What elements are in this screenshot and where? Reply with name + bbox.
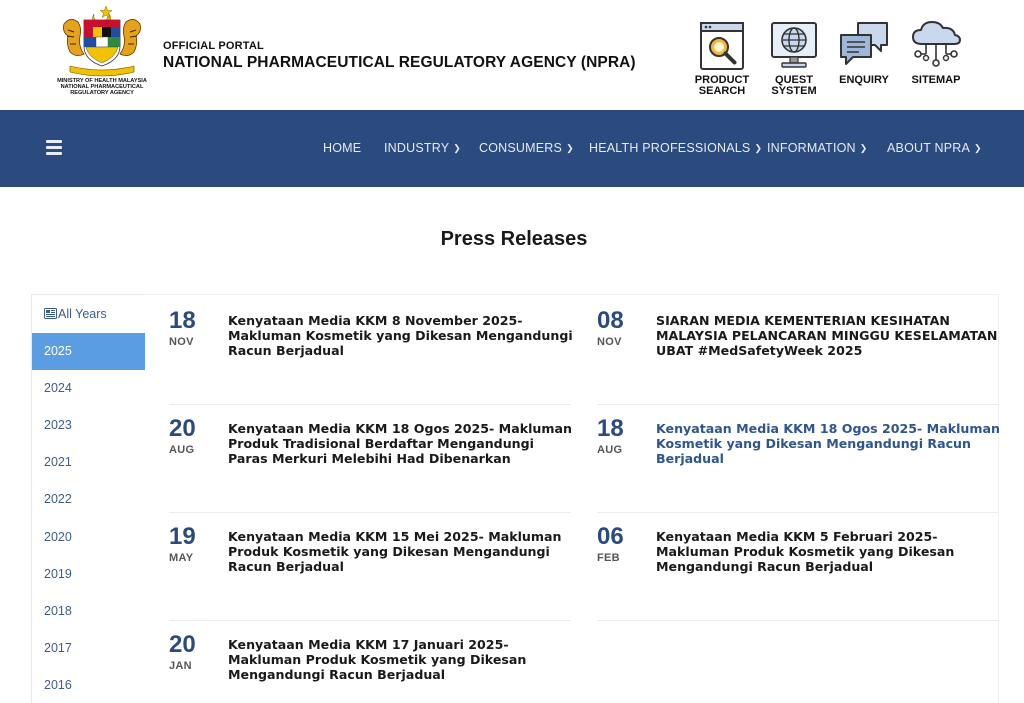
nav-health-professionals[interactable]	[589, 141, 762, 155]
page-title: Press Releases	[440, 228, 588, 250]
agency-name[interactable]: NATIONAL PHARMACEUTICAL REGULATORY AGENCY (NPRA)	[163, 54, 636, 71]
release-month: FEB	[597, 552, 620, 564]
release-title-link[interactable]: Kenyataan Media KKM 18 Ogos 2025- Makluman Produk Tradisional Berdaftar Mengandungi Paras Merkuri Melebihi Had Dibenarkan	[228, 421, 572, 466]
chevron-down-icon: ❯	[453, 143, 462, 153]
press-release-item[interactable]	[169, 297, 571, 405]
year-item[interactable]: 2017	[44, 641, 72, 655]
year-item[interactable]: 2025	[32, 333, 145, 370]
malaysia-coat-of-arms-logo[interactable]	[50, 4, 154, 104]
press-release-item[interactable]	[169, 405, 571, 513]
press-release-item[interactable]	[169, 621, 571, 703]
quest-system-label: QUEST SYSTEM	[771, 74, 817, 97]
nav-about-npra[interactable]	[887, 141, 982, 155]
nav-home[interactable]	[323, 141, 361, 155]
year-item[interactable]: 2019	[44, 567, 72, 581]
enquiry-label: ENQUIRY	[839, 74, 889, 86]
nav-information-label: INFORMATION	[767, 141, 856, 155]
chat-bubbles-icon	[838, 20, 890, 72]
site-header	[0, 0, 1024, 110]
chevron-down-icon: ❯	[859, 143, 868, 153]
release-month: NOV	[169, 336, 194, 348]
release-title-link[interactable]: Kenyataan Media KKM 18 Ogos 2025- Makluman Kosmetik yang Dikesan Mengandungi Racun Berjadual	[656, 421, 1000, 466]
nav-industry[interactable]	[384, 141, 461, 155]
press-release-item[interactable]	[597, 513, 999, 621]
year-item[interactable]: 2022	[44, 492, 72, 506]
year-item[interactable]: 2020	[44, 530, 72, 544]
nav-industry-label: INDUSTRY	[384, 141, 450, 155]
release-day: 08	[597, 307, 624, 334]
release-title-link[interactable]: Kenyataan Media KKM 5 Februari 2025- Makluman Produk Kosmetik yang Dikesan Mengandungi Racun Berjadual	[656, 529, 955, 574]
release-day: 20	[169, 631, 196, 658]
nav-consumers[interactable]	[479, 141, 574, 155]
release-month: AUG	[169, 444, 195, 456]
release-day: 20	[169, 415, 196, 442]
press-release-item[interactable]	[597, 297, 999, 405]
release-title-link[interactable]: Kenyataan Media KKM 15 Mei 2025- Makluman Produk Kosmetik yang Dikesan Mengandungi Racun Berjadual	[228, 529, 562, 574]
year-item[interactable]: 2016	[44, 678, 72, 692]
cloud-network-icon	[910, 20, 962, 72]
product-search-link[interactable]	[686, 20, 758, 97]
release-month: AUG	[597, 444, 623, 456]
newspaper-icon	[44, 308, 57, 319]
release-day: 18	[597, 415, 624, 442]
quest-system-link[interactable]	[758, 20, 830, 97]
release-title-link[interactable]: Kenyataan Media KKM 17 Januari 2025- Makluman Produk Kosmetik yang Dikesan Mengandungi Racun Berjadual	[228, 637, 527, 682]
coat-of-arms-icon	[56, 4, 148, 78]
nav-health-professionals-label: HEALTH PROFESSIONALS	[589, 141, 751, 155]
main-navbar	[0, 110, 1024, 187]
chevron-down-icon: ❯	[974, 143, 982, 153]
crest-caption: MINISTRY OF HEALTH MALAYSIA NATIONAL PHARMACEUTICAL REGULATORY AGENCY	[57, 78, 147, 97]
release-day: 19	[169, 523, 196, 550]
year-all-label: All Years	[58, 307, 107, 321]
divider	[597, 620, 999, 621]
portal-label: OFFICIAL PORTAL	[163, 40, 264, 52]
sitemap-label: SITEMAP	[911, 74, 961, 86]
release-title-link[interactable]: Kenyataan Media KKM 8 November 2025- Makluman Kosmetik yang Dikesan Mengandungi Racun Berjadual	[228, 313, 573, 358]
globe-icon	[769, 20, 819, 72]
year-all[interactable]	[32, 296, 145, 333]
chevron-down-icon: ❯	[754, 143, 763, 153]
product-search-icon	[697, 20, 747, 72]
hamburger-icon[interactable]	[46, 140, 62, 154]
release-title-link[interactable]: SIARAN MEDIA KEMENTERIAN KESIHATAN MALAYSIA PELANCARAN MINGGU KESELAMATAN UBAT #MedSafetyWeek 2025	[656, 313, 998, 358]
year-item[interactable]: 2021	[44, 455, 72, 469]
release-month: NOV	[597, 336, 622, 348]
press-release-item[interactable]	[169, 513, 571, 621]
enquiry-link[interactable]	[828, 20, 900, 86]
release-month: MAY	[169, 552, 194, 564]
year-item[interactable]: 2023	[44, 418, 72, 432]
chevron-down-icon: ❯	[566, 143, 574, 153]
release-day: 06	[597, 523, 624, 550]
year-item[interactable]: 2018	[44, 604, 72, 618]
nav-consumers-label: CONSUMERS	[479, 141, 563, 155]
year-filter-sidebar	[31, 294, 144, 703]
sitemap-link[interactable]	[900, 20, 972, 86]
year-item[interactable]: 2024	[44, 381, 72, 395]
nav-home-label: HOME	[323, 141, 362, 155]
press-release-item[interactable]	[597, 405, 999, 513]
product-search-label: PRODUCT SEARCH	[694, 74, 750, 97]
release-month: JAN	[169, 660, 192, 672]
release-day: 18	[169, 307, 196, 334]
nav-about-npra-label: ABOUT NPRA	[887, 141, 971, 155]
nav-information[interactable]	[767, 141, 868, 155]
